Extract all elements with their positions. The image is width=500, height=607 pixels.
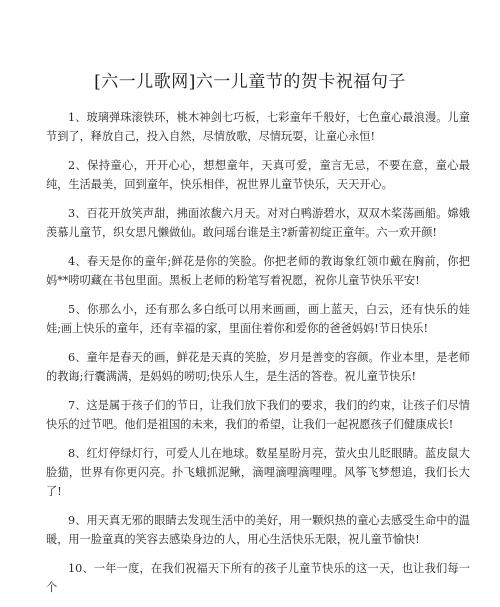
paragraph-4: 4、春天是你的童年;鲜花是你的笑脸。你把老师的教诲象红领巾戴在胸前，你把妈**唠叨藏在书包里面。黑板上老师的粉笔写着祝愿，祝你儿童节快乐平安!: [46, 255, 470, 287]
paragraph-10: 10、一年一度，在我们祝福天下所有的孩子儿童节快乐的这一天，也让我们每一个: [46, 562, 470, 594]
paragraph-8: 8、红灯停绿灯行，可爱人儿在地球。数星星盼月亮，萤火虫儿眨眼睛。蓝皮鼠大脸猫，世界有你更闪亮。扑飞蛾抓泥鳅，滴哩滴哩滴哩哩。风筝飞梦想追，我们长大了!: [46, 447, 470, 498]
document-title: [六一儿歌网]六一儿童节的贺卡祝福句子: [94, 72, 406, 92]
paragraph-7: 7、这是属于孩子们的节日，让我们放下我们的要求，我们的约束，让孩子们尽情快乐的过节吧。他们是祖国的未来，我们的希望，让我们一起祝愿孩子们健康成长!: [46, 399, 470, 431]
document-body: [46, 108, 470, 607]
paragraph-1: 1、玻璃弹珠滚铁环，桃木神剑七巧板，七彩童年千般好，七色童心最浪漫。儿童节到了，释放自己，投入自然，尽情放歌，尽情玩耍，让童心永恒!: [46, 111, 470, 143]
paragraph-5: 5、你那么小，还有那么多白纸可以用来画画，画上蓝天，白云，还有快乐的娃娃;画上快乐的童年，还有幸福的家，里面住着你和爱你的爸爸妈妈!节日快乐!: [46, 303, 470, 335]
paragraph-6: 6、童年是春天的画，鲜花是天真的笑脸，岁月是善变的容颜。作业本里，是老师的教诲;行囊满满，是妈妈的唠叨;快乐人生，是生活的答卷。祝儿童节快乐!: [46, 351, 470, 383]
paragraph-9: 9、用天真无邪的眼睛去发现生活中的美好，用一颗炽热的童心去感受生命中的温暖，用一脸童真的笑容去感染身边的人，用心生活快乐无限，祝儿童节愉快!: [46, 514, 470, 546]
paragraph-3: 3、百花开放笑声甜，拂面浓馥六月天。对对白鸭游碧水，双双木桨荡画船。嫦娥羡慕儿童节，织女思凡懒做仙。敢问瑶台谁是主?新蕾初绽正童年。六一欢开颜!: [46, 207, 470, 239]
paragraph-2: 2、保持童心，开开心心，想想童年，天真可爱，童言无忌，不要在意，童心最纯，生活最美，回到童年，快乐相伴，祝世界儿童节快乐，天天开心。: [46, 159, 470, 191]
